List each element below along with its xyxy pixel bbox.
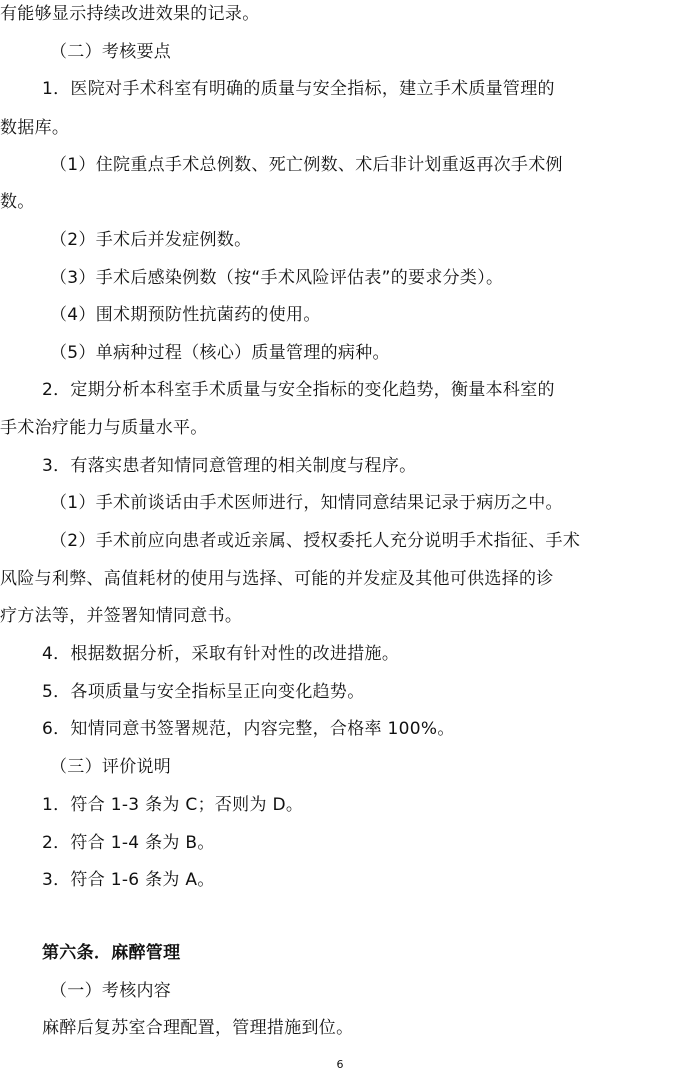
list-item-5: 5．各项质量与安全指标呈正向变化趋势。: [42, 682, 365, 702]
sub-item-1-1: （1）住院重点手术总例数、死亡例数、术后非计划重返再次手术例: [50, 155, 563, 175]
page-number: 6: [336, 1058, 344, 1071]
sub-item-1-2: （2）手术后并发症例数。: [50, 230, 252, 250]
text-line: 有能够显示持续改进效果的记录。: [0, 4, 260, 24]
text-line: 麻醉后复苏室合理配置，管理措施到位。: [42, 1018, 354, 1038]
evaluation-item-2: 2．符合 1-4 条为 B。: [42, 833, 215, 853]
article-heading-anesthesia: 第六条．麻醉管理: [42, 943, 181, 963]
text-line: 数。: [0, 192, 35, 212]
sub-item-1-3: （3）手术后感染例数（按“手术风险评估表”的要求分类）。: [50, 268, 504, 288]
section-heading-content: （一）考核内容: [50, 981, 172, 1001]
section-heading-key-points: （二）考核要点: [50, 42, 172, 62]
text-line: 疗方法等，并签署知情同意书。: [0, 606, 243, 626]
list-item-1: 1．医院对手术科室有明确的质量与安全指标，建立手术质量管理的: [42, 79, 555, 99]
section-heading-evaluation: （三）评价说明: [50, 757, 172, 777]
text-line: 风险与利弊、高值耗材的使用与选择、可能的并发症及其他可供选择的诊: [0, 569, 554, 589]
text-line: 手术治疗能力与质量水平。: [0, 418, 208, 438]
list-item-3: 3．有落实患者知情同意管理的相关制度与程序。: [42, 456, 417, 476]
list-item-2: 2．定期分析本科室手术质量与安全指标的变化趋势，衡量本科室的: [42, 380, 555, 400]
sub-item-3-1: （1）手术前谈话由手术医师进行，知情同意结果记录于病历之中。: [50, 493, 563, 513]
list-item-6: 6．知情同意书签署规范，内容完整，合格率 100%。: [42, 719, 455, 739]
sub-item-3-2: （2）手术前应向患者或近亲属、授权委托人充分说明手术指征、手术: [50, 531, 581, 551]
list-item-4: 4．根据数据分析，采取有针对性的改进措施。: [42, 644, 400, 664]
evaluation-item-3: 3．符合 1-6 条为 A。: [42, 870, 215, 890]
sub-item-1-5: （5）单病种过程（核心）质量管理的病种。: [50, 343, 390, 363]
text-line: 数据库。: [0, 118, 70, 138]
evaluation-item-1: 1．符合 1-3 条为 C；否则为 D。: [42, 795, 304, 815]
sub-item-1-4: （4）围术期预防性抗菌药的使用。: [50, 305, 321, 325]
